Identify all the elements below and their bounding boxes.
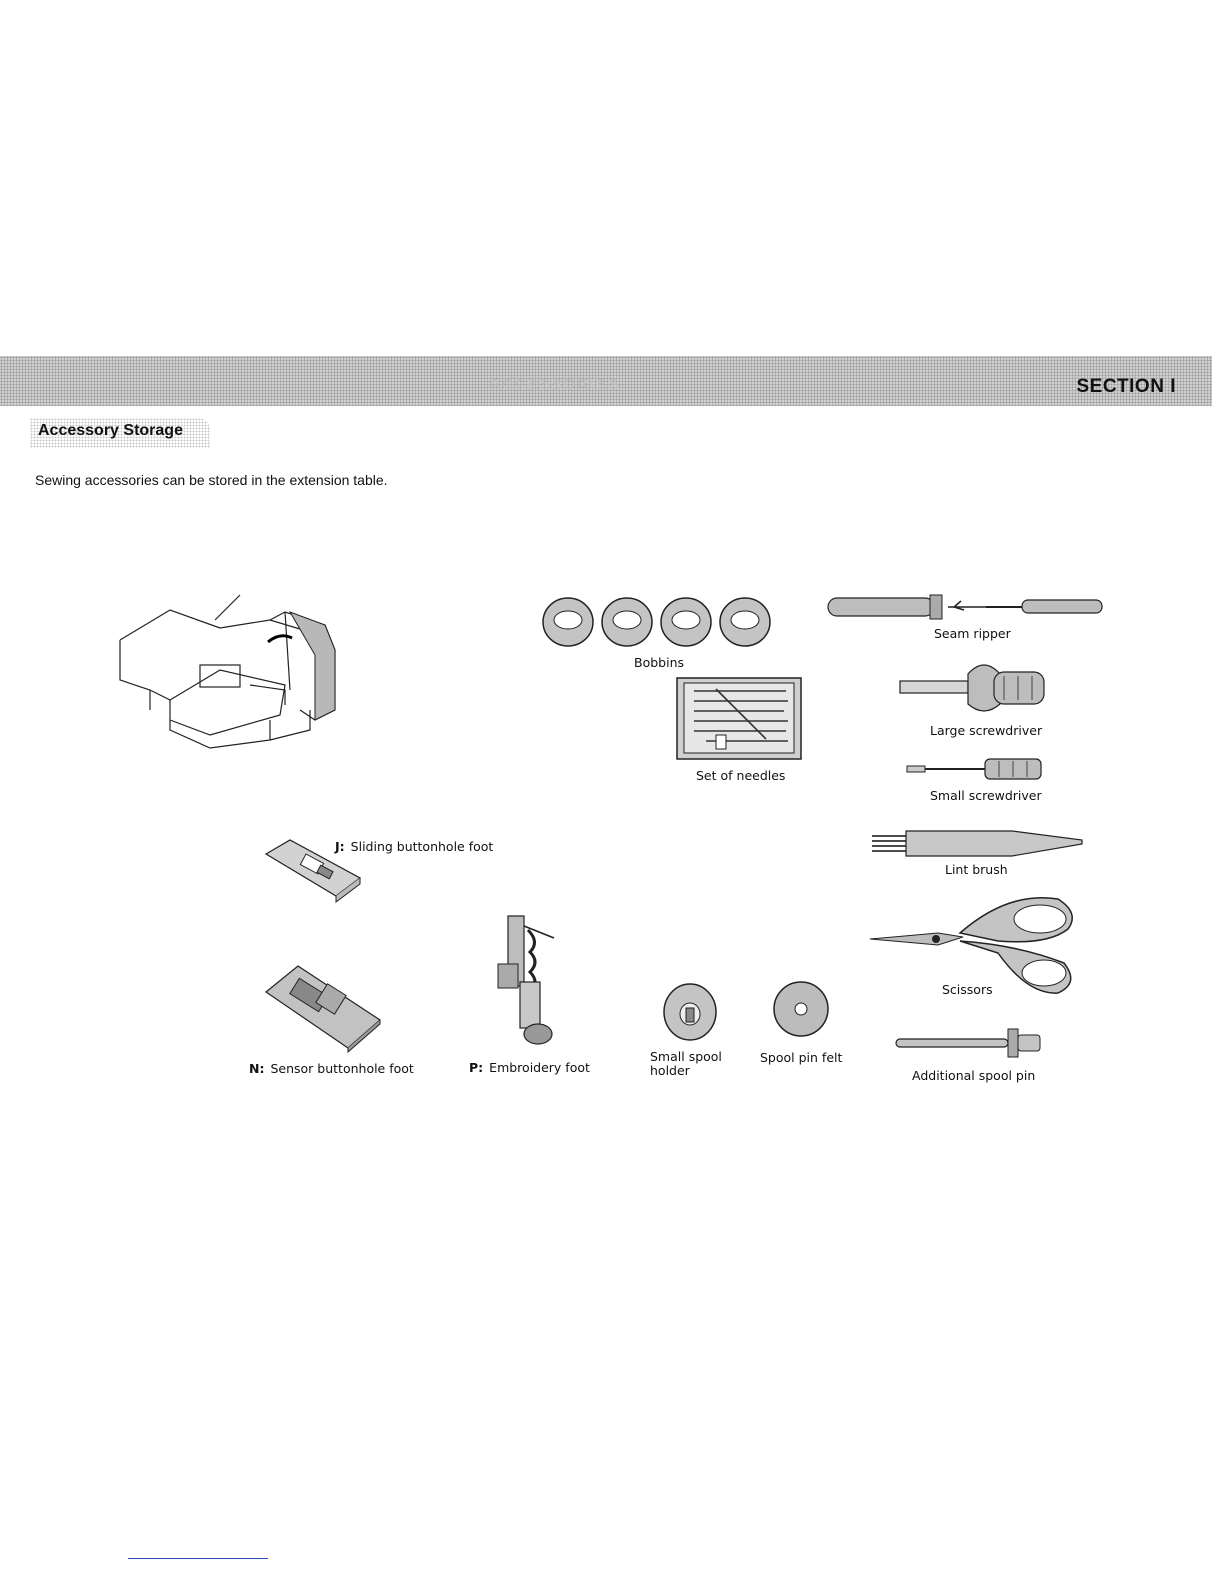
lint-brush-label: Lint brush	[945, 862, 1008, 877]
embroidery-foot-label	[469, 1060, 590, 1075]
bobbins-illustration	[540, 594, 780, 650]
additional-spool-pin-label: Additional spool pin	[912, 1068, 1036, 1083]
sensor-buttonhole-foot-illustration	[262, 962, 386, 1054]
spool-pin-felt-label: Spool pin felt	[760, 1050, 843, 1065]
section-label: SECTION I	[1076, 376, 1176, 397]
embroidery-foot-illustration	[494, 912, 560, 1048]
small-spool-holder-label	[650, 1050, 722, 1078]
footer-rule	[128, 1558, 268, 1559]
large-screwdriver-illustration	[896, 660, 1048, 716]
foot-p-letter: P:	[469, 1060, 484, 1075]
foot-j-name: Sliding buttonhole foot	[350, 839, 494, 854]
page-title-tab	[30, 418, 210, 448]
seam-ripper-illustration	[826, 594, 1106, 620]
page-title: Accessory Storage	[38, 422, 183, 439]
foot-n-name: Sensor buttonhole foot	[270, 1061, 414, 1076]
foot-j-letter: J:	[335, 839, 345, 854]
header-faint-title: ACCESSORIES	[490, 376, 621, 393]
scissors-label: Scissors	[942, 982, 993, 997]
small-screwdriver-illustration	[905, 757, 1045, 781]
section-header-band	[0, 356, 1212, 406]
intro-text: Sewing accessories can be stored in the extension table.	[35, 472, 388, 488]
extension-table-illustration	[110, 590, 350, 750]
small-spool-holder-label-line2: holder	[650, 1063, 690, 1078]
foot-n-letter: N:	[249, 1061, 265, 1076]
seam-ripper-label: Seam ripper	[934, 626, 1011, 641]
needles-illustration	[676, 677, 802, 760]
large-screwdriver-label: Large screwdriver	[930, 723, 1043, 738]
lint-brush-illustration	[872, 828, 1086, 860]
small-screwdriver-label: Small screwdriver	[930, 788, 1042, 803]
needles-label: Set of needles	[696, 768, 786, 783]
foot-p-name: Embroidery foot	[489, 1060, 590, 1075]
small-spool-holder-label-line1: Small spool	[650, 1049, 722, 1064]
additional-spool-pin-illustration	[894, 1027, 1044, 1059]
bobbins-label: Bobbins	[634, 655, 684, 670]
sensor-buttonhole-foot-label	[249, 1061, 414, 1076]
sliding-buttonhole-foot-label	[335, 839, 493, 854]
spool-pin-felt-illustration	[772, 980, 830, 1038]
small-spool-holder-illustration	[662, 980, 718, 1042]
